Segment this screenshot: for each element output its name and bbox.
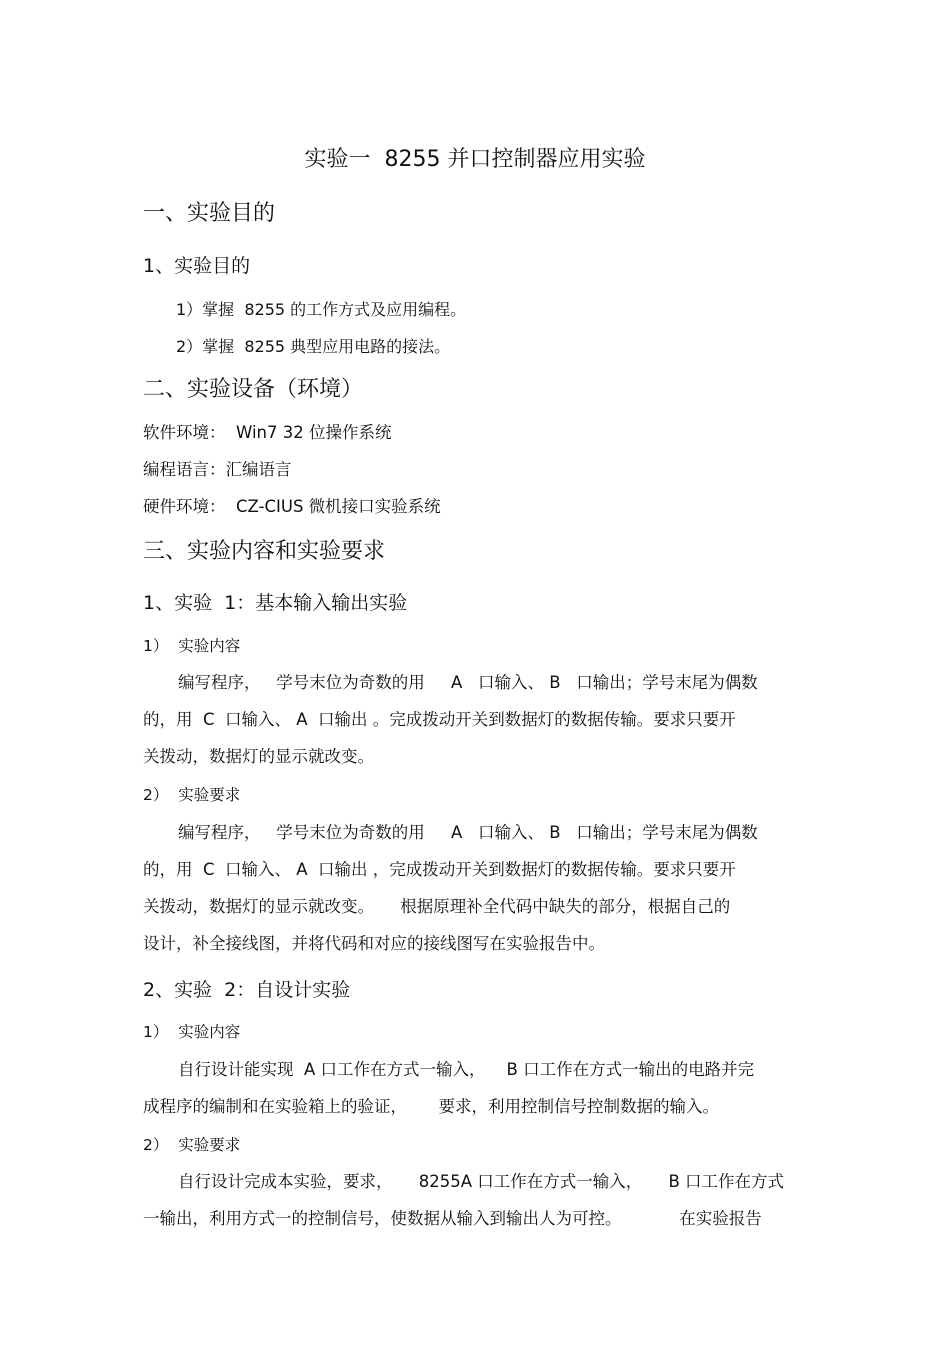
experiment2-heading: 2、实验 2：自设计实验 (143, 979, 351, 1001)
experiment1-requirement-label: 2） 实验要求 (143, 786, 241, 804)
paragraph-line: 的，用 C 口输入、 A 口输出 。完成拨动开关到数据灯的数据传输。要求只要开 (143, 710, 736, 729)
paragraph-line: 编写程序， 学号末位为奇数的用 A 口输入、 B 口输出；学号末尾为偶数 (178, 673, 758, 692)
experiment1-content-label: 1） 实验内容 (143, 637, 241, 655)
hardware-environment-line: 硬件环境： CZ-CIUS 微机接口实验系统 (143, 497, 441, 516)
paragraph-line: 自行设计完成本实验，要求， 8255A 口工作在方式一输入， B 口工作在方式 (178, 1172, 785, 1191)
paragraph-line: 自行设计能实现 A 口工作在方式一输入， B 口工作在方式一输出的电路并完 (178, 1060, 755, 1079)
paragraph-line: 的，用 C 口输入、 A 口输出 ，完成拨动开关到数据灯的数据传输。要求只要开 (143, 860, 736, 879)
section-heading-equipment: 二、实验设备（环境） (143, 377, 364, 402)
experiment2-requirement-label: 2） 实验要求 (143, 1136, 241, 1154)
section-heading-purpose: 一、实验目的 (143, 201, 276, 226)
experiment1-heading: 1、实验 1：基本输入输出实验 (143, 592, 408, 614)
list-item: 2）掌握 8255 典型应用电路的接法。 (176, 337, 451, 356)
list-item: 1）掌握 8255 的工作方式及应用编程。 (176, 300, 467, 319)
document-title: 实验一 8255 并口控制器应用实验 (304, 147, 646, 172)
paragraph-line: 成程序的编制和在实验箱上的验证， 要求，利用控制信号控制数据的输入。 (143, 1097, 719, 1116)
software-environment-line: 软件环境： Win7 32 位操作系统 (143, 423, 392, 442)
paragraph-line: 关拨动，数据灯的显示就改变。 (143, 747, 374, 766)
section-heading-content: 三、实验内容和实验要求 (143, 539, 386, 564)
experiment2-content-label: 1） 实验内容 (143, 1023, 241, 1041)
paragraph-line: 关拨动，数据灯的显示就改变。 根据原理补全代码中缺失的部分，根据自己的 (143, 897, 731, 916)
paragraph-line: 编写程序， 学号末位为奇数的用 A 口输入、 B 口输出；学号末尾为偶数 (178, 823, 758, 842)
subheading-purpose: 1、实验目的 (143, 255, 251, 277)
paragraph-line: 一输出，利用方式一的控制信号，使数据从输入到输出人为可控。 在实验报告 (143, 1209, 762, 1228)
paragraph-line: 设计，补全接线图，并将代码和对应的接线图写在实验报告中。 (143, 934, 605, 953)
programming-language-line: 编程语言：汇编语言 (143, 460, 292, 479)
